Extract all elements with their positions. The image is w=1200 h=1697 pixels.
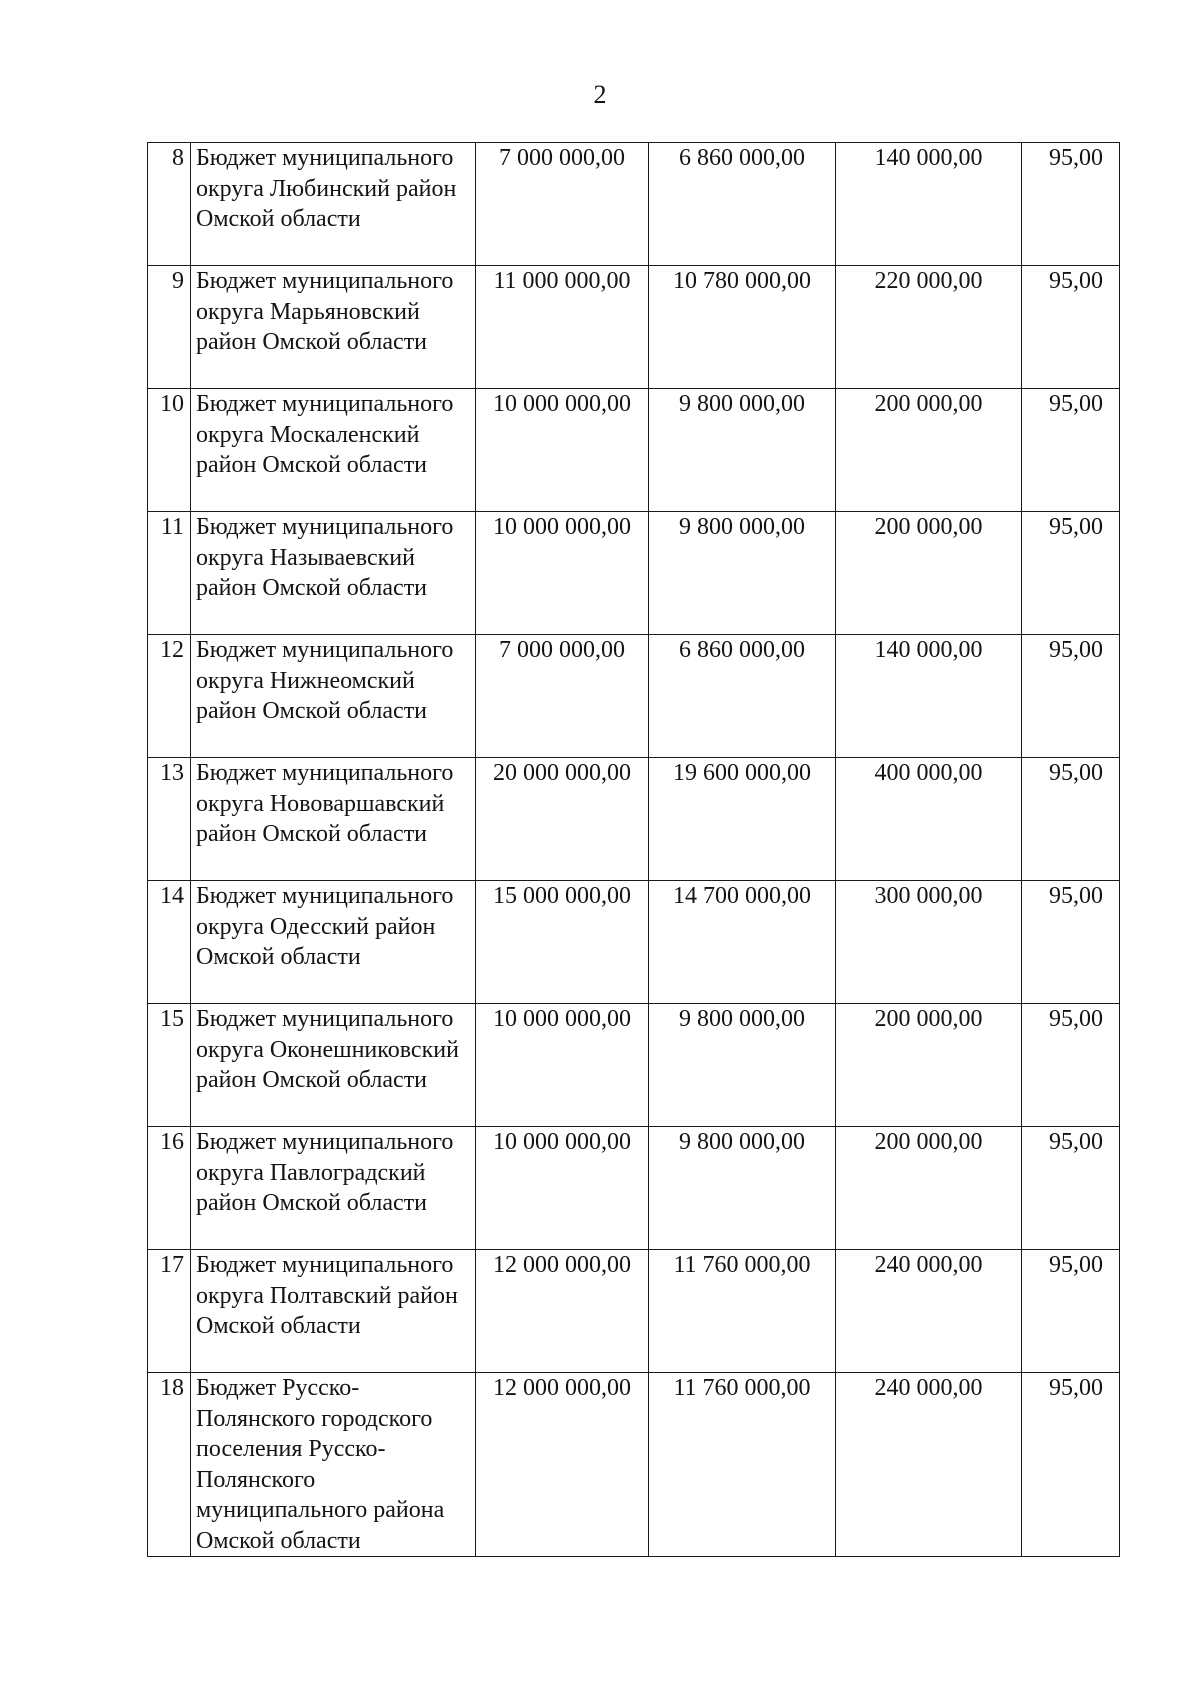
table-row [148,512,1120,635]
share-percent: 95,00 [1022,389,1120,512]
table-row [148,1004,1120,1127]
budget-name: Бюджет муниципального округа Нижнеомский район Омской области [191,635,476,758]
regional-amount: 11 760 000,00 [649,1250,836,1373]
table-row [148,1127,1120,1250]
table-row [148,1250,1120,1373]
total-amount: 11 000 000,00 [476,266,649,389]
total-amount: 10 000 000,00 [476,389,649,512]
table-row [148,758,1120,881]
total-amount: 7 000 000,00 [476,635,649,758]
share-percent: 95,00 [1022,1127,1120,1250]
row-number: 15 [148,1004,191,1127]
regional-amount: 11 760 000,00 [649,1373,836,1557]
row-number: 11 [148,512,191,635]
local-amount: 300 000,00 [836,881,1022,1004]
row-number: 12 [148,635,191,758]
regional-amount: 9 800 000,00 [649,512,836,635]
total-amount: 7 000 000,00 [476,143,649,266]
table-row [148,1373,1120,1557]
local-amount: 140 000,00 [836,143,1022,266]
local-amount: 240 000,00 [836,1373,1022,1557]
budget-name: Бюджет муниципального округа Павлоградский район Омской области [191,1127,476,1250]
table-row [148,881,1120,1004]
total-amount: 15 000 000,00 [476,881,649,1004]
table-row [148,389,1120,512]
share-percent: 95,00 [1022,1250,1120,1373]
share-percent: 95,00 [1022,266,1120,389]
budget-name: Бюджет Русско-Полянского городского поселения Русско-Полянского муниципального района Омской области [191,1373,476,1557]
local-amount: 240 000,00 [836,1250,1022,1373]
total-amount: 10 000 000,00 [476,1004,649,1127]
budget-name: Бюджет муниципального округа Любинский район Омской области [191,143,476,266]
local-amount: 140 000,00 [836,635,1022,758]
table-row [148,143,1120,266]
total-amount: 20 000 000,00 [476,758,649,881]
share-percent: 95,00 [1022,758,1120,881]
share-percent: 95,00 [1022,1373,1120,1557]
total-amount: 10 000 000,00 [476,1127,649,1250]
row-number: 17 [148,1250,191,1373]
share-percent: 95,00 [1022,143,1120,266]
row-number: 10 [148,389,191,512]
page-number: 2 [593,80,607,109]
total-amount: 10 000 000,00 [476,512,649,635]
budget-name: Бюджет муниципального округа Называевский район Омской области [191,512,476,635]
regional-amount: 6 860 000,00 [649,143,836,266]
total-amount: 12 000 000,00 [476,1250,649,1373]
regional-amount: 14 700 000,00 [649,881,836,1004]
row-number: 8 [148,143,191,266]
local-amount: 200 000,00 [836,1127,1022,1250]
regional-amount: 9 800 000,00 [649,1004,836,1127]
table-row [148,635,1120,758]
share-percent: 95,00 [1022,881,1120,1004]
budget-allocation-table [147,142,1120,1557]
budget-name: Бюджет муниципального округа Марьяновский район Омской области [191,266,476,389]
share-percent: 95,00 [1022,1004,1120,1127]
regional-amount: 9 800 000,00 [649,389,836,512]
local-amount: 200 000,00 [836,1004,1022,1127]
local-amount: 200 000,00 [836,389,1022,512]
regional-amount: 19 600 000,00 [649,758,836,881]
total-amount: 12 000 000,00 [476,1373,649,1557]
budget-name: Бюджет муниципального округа Полтавский район Омской области [191,1250,476,1373]
table-row [148,266,1120,389]
row-number: 14 [148,881,191,1004]
share-percent: 95,00 [1022,512,1120,635]
local-amount: 400 000,00 [836,758,1022,881]
local-amount: 200 000,00 [836,512,1022,635]
regional-amount: 9 800 000,00 [649,1127,836,1250]
row-number: 18 [148,1373,191,1557]
budget-name: Бюджет муниципального округа Нововаршавский район Омской области [191,758,476,881]
row-number: 13 [148,758,191,881]
budget-name: Бюджет муниципального округа Москаленский район Омской области [191,389,476,512]
budget-name: Бюджет муниципального округа Оконешниковский район Омской области [191,1004,476,1127]
regional-amount: 6 860 000,00 [649,635,836,758]
budget-name: Бюджет муниципального округа Одесский район Омской области [191,881,476,1004]
local-amount: 220 000,00 [836,266,1022,389]
row-number: 9 [148,266,191,389]
regional-amount: 10 780 000,00 [649,266,836,389]
row-number: 16 [148,1127,191,1250]
share-percent: 95,00 [1022,635,1120,758]
